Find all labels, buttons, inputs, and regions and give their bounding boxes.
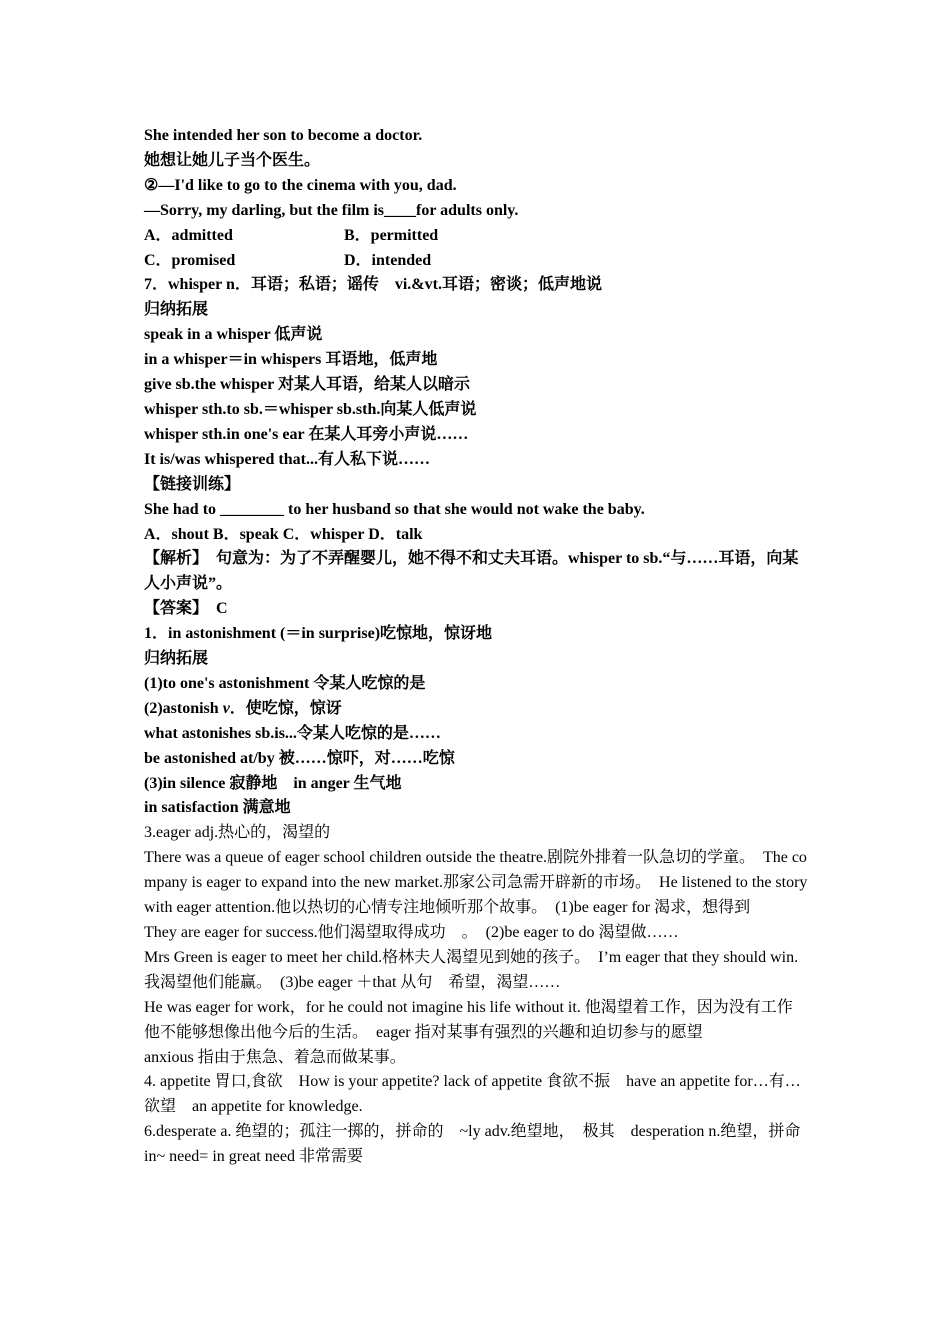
eager-examples-paragraph-2: Mrs Green is eager to meet her child.格林夫人渴望见到她的孩子。 I’m eager that they should win.我渴望他们能赢。 (3)be eager ＋that 从句 希望，渴望…… <box>144 948 799 991</box>
vocab-heading-astonishment: 1．in astonishment (＝in surprise)吃惊地，惊讶地 <box>144 625 493 643</box>
phrase-item: in satisfaction 满意地 <box>144 799 291 817</box>
question-prompt: ②—I'd like to go to the cinema with you, dad. <box>144 176 457 194</box>
phrase-item: It is/was whispered that...有人私下说…… <box>144 450 430 468</box>
example-sentence: She intended her son to become a doctor. <box>144 127 423 144</box>
phrase-item: give sb.the whisper 对某人耳语，给某人以暗示 <box>144 376 470 394</box>
phrase-item: (1)to one's astonishment 令某人吃惊的是 <box>144 674 426 692</box>
phrase-item: be astonished at/by 被……惊吓，对……吃惊 <box>144 749 455 767</box>
vocab-heading-whisper: 7．whisper n．耳语；私语；谣传 vi.&vt.耳语；密谈；低声地说 <box>144 276 602 294</box>
section-label-practice: 【链接训练】 <box>144 475 241 493</box>
options-row-2 <box>144 249 808 274</box>
example-translation: 她想让她儿子当个医生。 <box>144 151 321 169</box>
phrase-item: (3)in silence 寂静地 in anger 生气地 <box>144 774 402 792</box>
anxious-note: anxious 指由于焦急、着急而做某事。 <box>144 1048 406 1066</box>
practice-question: She had to ________ to her husband so that she would not wake the baby. <box>144 500 645 518</box>
eager-examples-paragraph-3: He was eager for work，for he could not imagine his life without it. 他渴望着工作，因为没有工作他不能够想像出他今后的生活。 eager 指对某事有强烈的兴趣和迫切参与的愿望 <box>144 998 793 1041</box>
section-label-expansion: 归纳拓展 <box>144 301 209 319</box>
phrase-item: whisper sth.to sb.＝whisper sb.sth.向某人低声说 <box>144 400 477 418</box>
analysis-paragraph: 【解析】 句意为：为了不弄醒婴儿，她不得不和丈夫耳语。whisper to sb.“与……耳语，向某人小声说”。 <box>144 550 799 593</box>
document-page <box>144 124 808 1170</box>
phrase-item: what astonishes sb.is...令某人吃惊的是…… <box>144 724 441 742</box>
eager-example-line: They are eager for success.他们渴望取得成功 。 (2)be eager to do 渴望做…… <box>144 924 679 941</box>
option-a: A．admitted <box>144 226 233 244</box>
desperate-paragraph: 6.desperate a. 绝望的；孤注一掷的，拼命的 ~ly adv.绝望地， 极其 desperation n.绝望，拼命 <box>144 1123 801 1141</box>
question-blank-line: —Sorry, my darling, but the film is____for adults only. <box>144 201 519 219</box>
option-b: B．permitted <box>344 226 439 244</box>
eager-examples-paragraph: There was a queue of eager school children outside the theatre.剧院外排着一队急切的学童。 The company is eager to expand into the new market.那家公司急需开辟新的市场。 He listened to the story with eager attention.他以热切的心情专注地倾听那个故事。 (1)be eager for 渴求，想得到 <box>144 849 808 917</box>
need-phrase: in~ need= in great need 非常需要 <box>144 1148 363 1166</box>
options-row-1 <box>144 224 808 249</box>
option-d: D．intended <box>344 251 432 269</box>
answer-line: 【答案】 C <box>144 600 228 618</box>
phrase-item: (2)astonish v．使吃惊，惊讶 <box>144 699 342 717</box>
option-c: C．promised <box>144 251 236 269</box>
phrase-item: speak in a whisper 低声说 <box>144 326 323 344</box>
section-label-expansion: 归纳拓展 <box>144 650 209 668</box>
phrase-item: whisper sth.in one's ear 在某人耳旁小声说…… <box>144 425 469 443</box>
appetite-paragraph: 4. appetite 胃口,食欲 How is your appetite? lack of appetite 食欲不振 have an appetite for…有…欲望 an appetite for knowledge. <box>144 1073 801 1116</box>
vocab-heading-eager: 3.eager adj.热心的，渴望的 <box>144 824 331 842</box>
phrase-item: in a whisper＝in whispers 耳语地，低声地 <box>144 351 438 369</box>
practice-options: A．shout B．speak C．whisper D．talk <box>144 525 423 543</box>
